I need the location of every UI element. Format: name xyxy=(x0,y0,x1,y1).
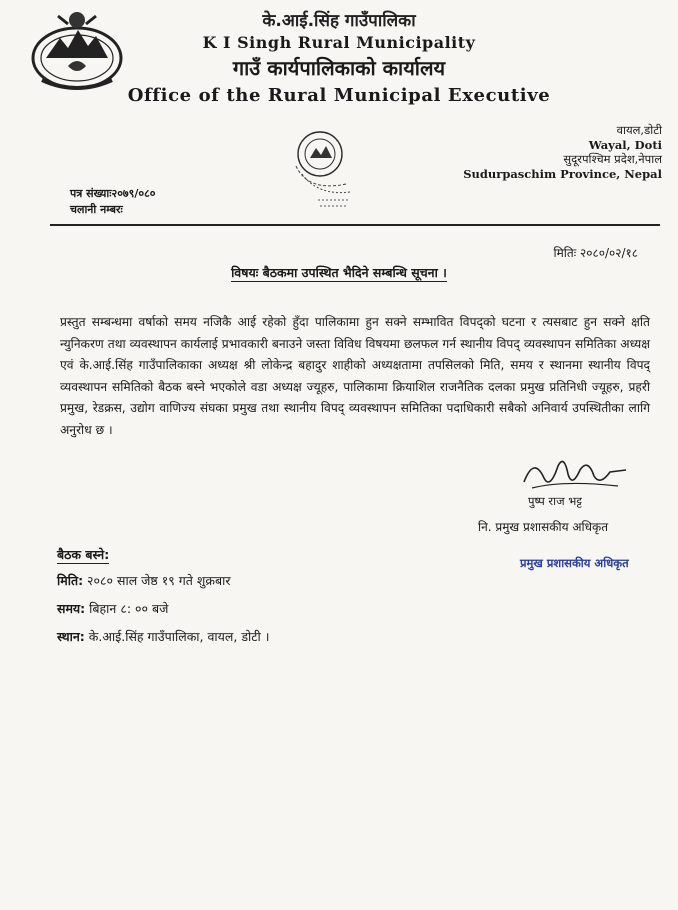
address-line-nepali: वायल,डोटी xyxy=(616,123,662,137)
meeting-time xyxy=(57,600,168,617)
subject-line xyxy=(0,264,678,281)
municipality-name-english: K I Singh Rural Municipality xyxy=(202,33,476,52)
letter-number: पत्र संख्याः२०७९/०८० xyxy=(70,187,156,200)
province-line-nepali: सुदूरपश्चिम प्रदेश,नेपाल xyxy=(563,152,662,166)
meeting-place xyxy=(57,628,270,645)
handwritten-signature xyxy=(514,452,634,498)
subject-text: विषयः बैठकमा उपस्थित भैदिने सम्बन्धि सूचना । xyxy=(231,265,447,280)
signatory-name: पुष्प राज भट्ट xyxy=(528,494,583,508)
meeting-heading-text: बैठक बस्ने: xyxy=(57,547,110,562)
signatory-stamp: प्रमुख प्रशासकीय अधिकृत xyxy=(520,556,629,570)
office-name-nepali: गाउँ कार्यपालिकाको कार्यालय xyxy=(232,56,446,80)
province-line-english: Sudurpaschim Province, Nepal xyxy=(463,167,662,181)
meeting-date xyxy=(57,572,230,589)
signatory-title: नि. प्रमुख प्रशासकीय अधिकृत xyxy=(478,520,609,534)
municipality-name-nepali: के.आई.सिंह गाउँपालिका xyxy=(262,11,416,31)
meeting-heading xyxy=(57,546,109,563)
header-divider xyxy=(50,224,660,226)
meeting-date-value: २०८० साल जेष्ठ १९ गते शुक्रबार xyxy=(83,573,231,588)
meeting-time-value: बिहान ८: ०० बजे xyxy=(85,601,169,616)
letter-date: मितिः २०८०/०२/१८ xyxy=(553,246,638,260)
meeting-place-label: स्थान: xyxy=(57,629,85,644)
meeting-date-label: मिति: xyxy=(57,573,84,588)
office-seal-stamp xyxy=(288,122,364,210)
address-line-english: Wayal, Doti xyxy=(588,138,662,152)
dispatch-number: चलानी नम्बरः xyxy=(70,203,123,216)
letter-body: प्रस्तुत सम्बन्धमा वर्षाको समय नजिकै आई रहेको हुँदा पालिकामा हुन सक्ने सम्भावित विपद्को घटना र त्यसबाट हुन सक्ने क्षति न्युनिकरण तथा व्यवस्थापन कार्यलाई प्रभावकारी बनाउने जस्ता विविध विषयमा छलफल गर्न स्थानीय विपद् व्यवस्थापन समितिका अध्यक्ष एवं के.आई.सिंह गाउँपालिकाका अध्यक्ष श्री लोकेन्द्र बहादुर शाहीको अध्यक्षतामा तपसिलको मिति, समय र स्थानमा स्थानीय विपद् व्यवस्थापन समितिको बैठक बस्ने भएकोले वडा अध्यक्ष ज्यूहरु, पालिकामा क्रियाशिल राजनैतिक दलका प्रमुख प्रतिनिधी ज्यूहरु, प्रहरी प्रमुख, रेडक्रस, उद्योग वाणिज्य संघका प्रमुख तथा स्थानीय विपद् व्यवस्थापन समितिका पदाधिकारी सबैको अनिवार्य उपस्थितीका लागि अनुरोध छ । xyxy=(60,315,650,437)
office-name-english: Office of the Rural Municipal Executive xyxy=(127,85,551,106)
meeting-place-value: के.आई.सिंह गाउँपालिका, वायल, डोटी । xyxy=(84,629,270,644)
meeting-time-label: समय: xyxy=(57,601,86,616)
